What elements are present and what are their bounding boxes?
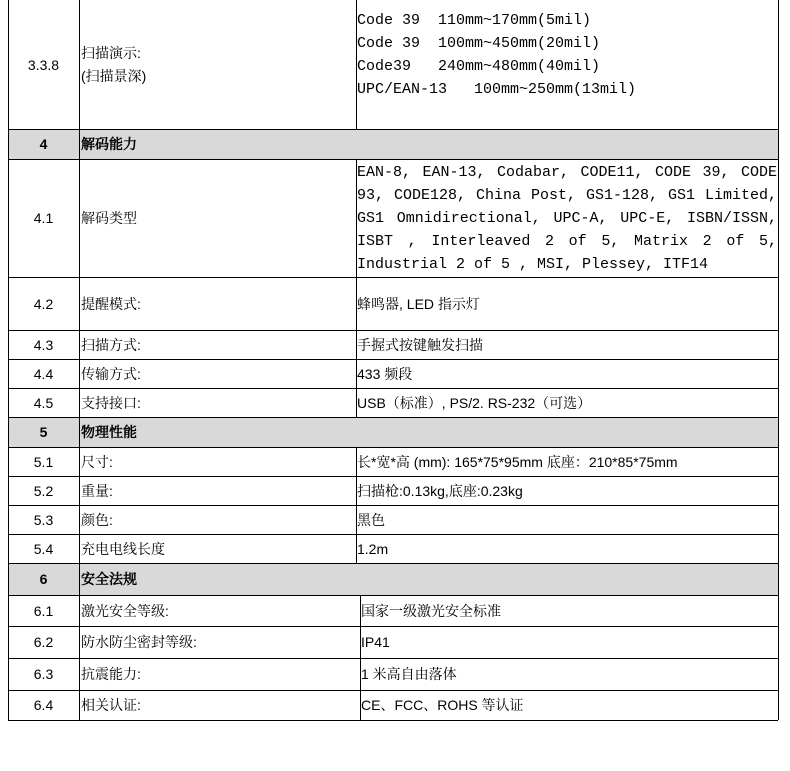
row-label: 激光安全等级: <box>81 602 169 619</box>
scan-depth-line: UPC/EAN-13 100mm~250mm(13mil) <box>357 81 637 98</box>
scan-depth-line: Code 39 110mm~170mm(5mil) <box>357 12 592 29</box>
section-header-row <box>8 563 778 595</box>
row-value <box>356 0 778 129</box>
row-label: 抗震能力: <box>81 666 141 682</box>
table-row <box>8 505 778 534</box>
row-number: 6.3 <box>33 666 54 682</box>
row-number: 5.1 <box>33 453 54 470</box>
table-row <box>8 330 778 359</box>
row-label-line: (扫描景深) <box>81 67 147 84</box>
row-value: 433 频段 <box>357 365 413 382</box>
table-row <box>8 388 778 417</box>
row-number: 6.4 <box>33 697 54 713</box>
row-value: 蜂鸣器, LED 指示灯 <box>357 295 480 312</box>
table-row <box>8 690 778 720</box>
row-value: IP41 <box>361 634 390 650</box>
grid-line <box>356 330 357 359</box>
section-header-row <box>8 417 778 447</box>
grid-line <box>8 626 778 627</box>
row-number: 6.1 <box>33 602 54 619</box>
grid-line <box>8 417 778 418</box>
grid-line <box>8 690 778 691</box>
grid-line <box>8 0 9 720</box>
row-number: 4.4 <box>33 365 54 382</box>
grid-line <box>356 447 357 476</box>
grid-line <box>360 658 361 690</box>
section-title: 安全法规 <box>81 571 137 587</box>
row-value: 1 米高自由落体 <box>361 666 457 682</box>
row-number: 5.3 <box>33 511 54 528</box>
scan-depth-line: Code 39 100mm~450mm(20mil) <box>357 35 601 52</box>
table-row <box>8 359 778 388</box>
grid-line <box>360 626 361 658</box>
row-value: USB（标准）, PS/2. RS-232（可选） <box>357 394 592 411</box>
row-value: 国家一级激光安全标准 <box>361 602 501 619</box>
grid-line <box>8 330 778 331</box>
grid-line <box>8 505 778 506</box>
grid-line <box>356 359 357 388</box>
row-label: 提醒模式: <box>81 295 141 312</box>
row-number: 5.2 <box>33 482 54 499</box>
grid-line <box>8 658 778 659</box>
grid-line <box>8 720 778 721</box>
row-number: 4 <box>39 136 48 152</box>
row-number: 6 <box>39 571 48 587</box>
row-value: 扫描枪:0.13kg,底座:0.23kg <box>357 482 523 499</box>
row-number: 5.4 <box>33 540 54 557</box>
grid-line <box>356 476 357 505</box>
row-value: 1.2m <box>357 540 389 557</box>
row-label: 相关认证: <box>81 697 141 713</box>
row-label: 传输方式: <box>81 365 141 382</box>
row-label: 尺寸: <box>81 453 113 470</box>
grid-line <box>8 447 778 448</box>
table-row <box>8 159 778 277</box>
grid-line <box>79 0 80 720</box>
row-number: 4.5 <box>33 394 54 411</box>
row-number: 6.2 <box>33 634 54 650</box>
row-value: 长*宽*高 (mm): 165*75*95mm 底座：210*85*75mm <box>357 453 678 470</box>
row-label: 防水防尘密封等级: <box>81 634 197 650</box>
row-number: 4.2 <box>33 295 54 312</box>
scan-depth-line: Code39 240mm~480mm(40mil) <box>357 58 601 75</box>
grid-line <box>356 388 357 417</box>
grid-line <box>8 563 778 564</box>
row-value <box>356 159 778 277</box>
table-row <box>8 626 778 658</box>
row-number: 4.1 <box>33 210 54 226</box>
row-label: 重量: <box>81 482 113 499</box>
row-value: 黑色 <box>357 511 385 528</box>
row-value: CE、FCC、ROHS 等认证 <box>361 697 524 713</box>
table-row <box>8 534 778 563</box>
section-title: 物理性能 <box>81 424 137 440</box>
grid-line <box>8 359 778 360</box>
section-header-row <box>8 129 778 159</box>
grid-line <box>8 595 778 596</box>
row-number: 5 <box>39 424 48 440</box>
grid-line <box>8 388 778 389</box>
grid-line <box>8 277 778 278</box>
table-row <box>8 0 778 129</box>
grid-line <box>356 159 357 277</box>
row-label: 支持接口: <box>81 394 141 411</box>
row-label: 扫描方式: <box>81 336 141 353</box>
grid-line <box>8 159 778 160</box>
row-label: 颜色: <box>81 511 113 528</box>
grid-line <box>778 0 779 720</box>
table-row <box>8 447 778 476</box>
row-label: 解码类型 <box>81 210 137 226</box>
grid-line <box>8 476 778 477</box>
grid-line <box>356 277 357 330</box>
grid-line <box>356 534 357 563</box>
grid-line <box>356 0 357 129</box>
grid-line <box>360 595 361 626</box>
table-row <box>8 658 778 690</box>
grid-line <box>8 129 778 130</box>
row-value: 手握式按键触发扫描 <box>357 336 483 353</box>
row-label: 充电电线长度 <box>81 540 165 557</box>
grid-line <box>356 505 357 534</box>
decode-types-text: EAN-8, EAN-13, Codabar, CODE11, CODE 39, CODE 93, CODE128, China Post, GS1-128, GS1 Limited, GS1 Omnidirectional, UPC-A, UPC-E, ISBN/ISSN, ISBT , Interleaved 2 of 5, Matrix 2 of 5, Industrial 2 of 5 , MSI, Plessey, ITF14 <box>357 164 777 273</box>
grid-line <box>8 534 778 535</box>
row-label-line: 扫描演示: <box>81 44 141 61</box>
row-number: 4.3 <box>33 336 54 353</box>
table-row <box>8 595 778 626</box>
row-number: 3.3.8 <box>27 56 60 73</box>
section-title: 解码能力 <box>81 136 137 152</box>
grid-line <box>360 690 361 720</box>
table-row <box>8 277 778 330</box>
row-label <box>79 0 356 129</box>
table-row <box>8 476 778 505</box>
